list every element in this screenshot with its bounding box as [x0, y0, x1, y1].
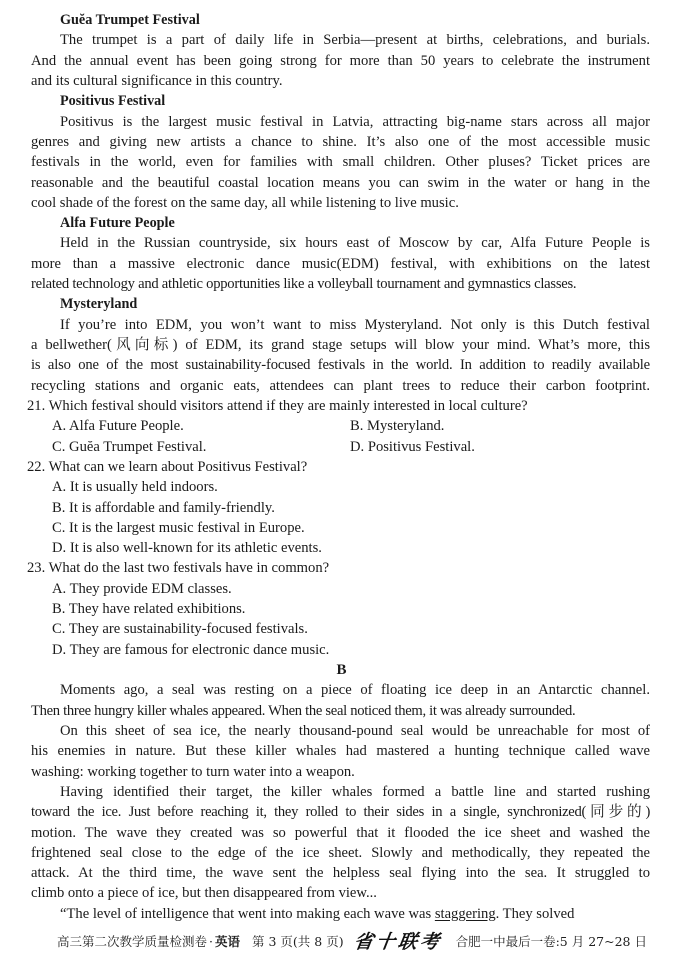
question-text: Which festival should visitors attend if they are mainly interested in local culture? — [48, 397, 528, 414]
festival-heading: Guĕa Trumpet Festival — [60, 12, 200, 28]
paragraph-line: Positivus is the largest music festival in Latvia, attracting big-name stars across all major — [60, 113, 650, 130]
paragraph-line: Moments ago, a seal was resting on a piece of floating ice deep in an Antarctic channel. — [60, 682, 650, 699]
question-number: 22. — [27, 458, 46, 475]
option-row — [31, 437, 650, 457]
exam-logo: 省十联考 — [352, 931, 444, 953]
festival-section-alfa — [31, 213, 650, 294]
paragraph-line: On this sheet of sea ice, the nearly thousand-pound seal would be unreachable for most of — [60, 722, 650, 739]
page-info: 第 3 页(共 8 页) — [252, 934, 344, 949]
paragraph-line: his enemies in nature. But these killer whales had mastered a hunting technique called wave — [31, 743, 650, 760]
festival-section-positivus — [31, 91, 650, 213]
question-number: 23. — [27, 560, 46, 577]
question-21 — [27, 396, 650, 457]
option-b[interactable]: B. Mysteryland. — [350, 418, 445, 435]
paragraph-line: a bellwether(风向标) of EDM, its grand stage setups will blow your mind. What’s more, this — [31, 337, 650, 353]
school-info: 合肥一中最后一卷:5 月 27~28 日 — [455, 934, 647, 949]
underlined-word: staggering — [434, 905, 496, 922]
paragraph-line: festivals in the world, even for families with small children. Other pluses? Ticket prices are — [31, 154, 650, 171]
option-a[interactable]: A. Alfa Future People. — [52, 418, 184, 435]
paragraph-line: Held in the Russian countryside, six hours east of Moscow by car, Alfa Future People is — [60, 235, 650, 252]
paragraph-line: climb onto a piece of ice, but then disappeared from view... — [31, 885, 377, 902]
option-c[interactable]: C. Guĕa Trumpet Festival. — [52, 438, 207, 455]
festival-section-guea — [31, 10, 650, 91]
paragraph-line: cool shade of the forest on the same day, all while listening to live music. — [31, 194, 459, 211]
option-a[interactable]: A. It is usually held indoors. — [52, 479, 218, 496]
paragraph-line: frightened seal close to the edge of the ice sheet. Slowly and methodically, they repeated the — [31, 844, 650, 861]
paragraph-line: If you’re into EDM, you won’t want to miss Mysteryland. Not only is this Dutch festival — [60, 316, 650, 333]
question-23 — [27, 558, 650, 660]
paragraph-line: reasonable and the beautiful coastal location means you can swim in the water or hang in the — [31, 174, 650, 191]
paragraph-line: related technology and athletic opportunities like a volleyball tournament and gymnastics classes. — [31, 276, 577, 293]
paragraph-line — [31, 904, 650, 924]
option-b[interactable]: B. It is affordable and family-friendly. — [52, 499, 275, 516]
option-row — [31, 416, 650, 436]
option-d[interactable]: D. It is also well-known for its athletic events. — [52, 540, 322, 557]
paragraph — [31, 782, 650, 904]
passage-b — [31, 680, 650, 924]
festival-heading: Positivus Festival — [60, 93, 166, 110]
paragraph — [31, 680, 650, 721]
paragraph-line: The trumpet is a part of daily life in Serbia—present at births, celebrations, and burials. — [60, 32, 650, 49]
option-a[interactable]: A. They provide EDM classes. — [52, 580, 232, 597]
option-c[interactable]: C. They are sustainability-focused festivals. — [52, 621, 308, 638]
question-22 — [27, 457, 650, 559]
question-stem — [27, 457, 650, 477]
question-text: What can we learn about Positivus Festival? — [48, 458, 308, 475]
option-b[interactable]: B. They have related exhibitions. — [52, 601, 246, 618]
paragraph-line: Having identified their target, the killer whales formed a battle line and started rushing — [60, 783, 650, 800]
paragraph-line: Then three hungry killer whales appeared. When the seal noticed them, it was already surrounded. — [31, 702, 576, 719]
paragraph-line: more than a massive electronic dance music(EDM) festival, with exhibitions on the latest — [31, 255, 650, 272]
exam-page — [27, 10, 650, 924]
exam-title: 高三第二次教学质量检测卷 — [57, 934, 208, 949]
festival-section-mysteryland — [31, 294, 650, 396]
section-label-b: B — [336, 662, 347, 678]
paragraph — [31, 721, 650, 782]
question-stem — [27, 558, 650, 578]
question-stem — [27, 396, 650, 416]
paragraph-line: is also one of the most sustainability-focused festivals in the world. In addition to readily available — [31, 357, 650, 374]
paragraph-line: washing: working together to turn water into a weapon. — [31, 763, 355, 780]
question-text: What do the last two festivals have in common? — [48, 560, 330, 577]
paragraph-line: genres and giving new artists a chance to shine. It’s also one of the most accessible music — [31, 133, 650, 150]
page-footer — [57, 932, 667, 952]
separator: · — [209, 934, 213, 949]
option-c[interactable]: C. It is the largest music festival in Europe. — [52, 519, 305, 536]
paragraph-line: attack. At the third time, the wave sent the helpless seal flying into the sea. It struggled to — [31, 865, 650, 882]
festival-heading: Mysteryland — [60, 296, 138, 313]
paragraph-line: toward the ice. Just before reaching it, they rolled to their sides in a single, synchronized(同步的) — [31, 804, 650, 821]
paragraph-line: and its cultural significance in this country. — [31, 72, 283, 89]
paragraph-line: motion. The wave they created was so powerful that it flooded the ice sheet and washed the — [31, 824, 650, 841]
option-d[interactable]: D. Positivus Festival. — [350, 438, 475, 455]
question-number: 21. — [27, 397, 46, 414]
paragraph-line: recycling stations and organic eats, attendees can plant trees to reduce their carbon footprint. — [31, 377, 650, 394]
festival-heading: Alfa Future People — [60, 215, 175, 232]
paragraph-line: And the annual event has been going strong for more than 50 years to celebrate the instrument — [31, 52, 650, 69]
option-d[interactable]: D. They are famous for electronic dance music. — [52, 641, 330, 658]
subject-label: 英语 — [215, 934, 241, 949]
text-segment: “The level of intelligence that went into making each wave was staggering. They solved — [60, 905, 575, 922]
